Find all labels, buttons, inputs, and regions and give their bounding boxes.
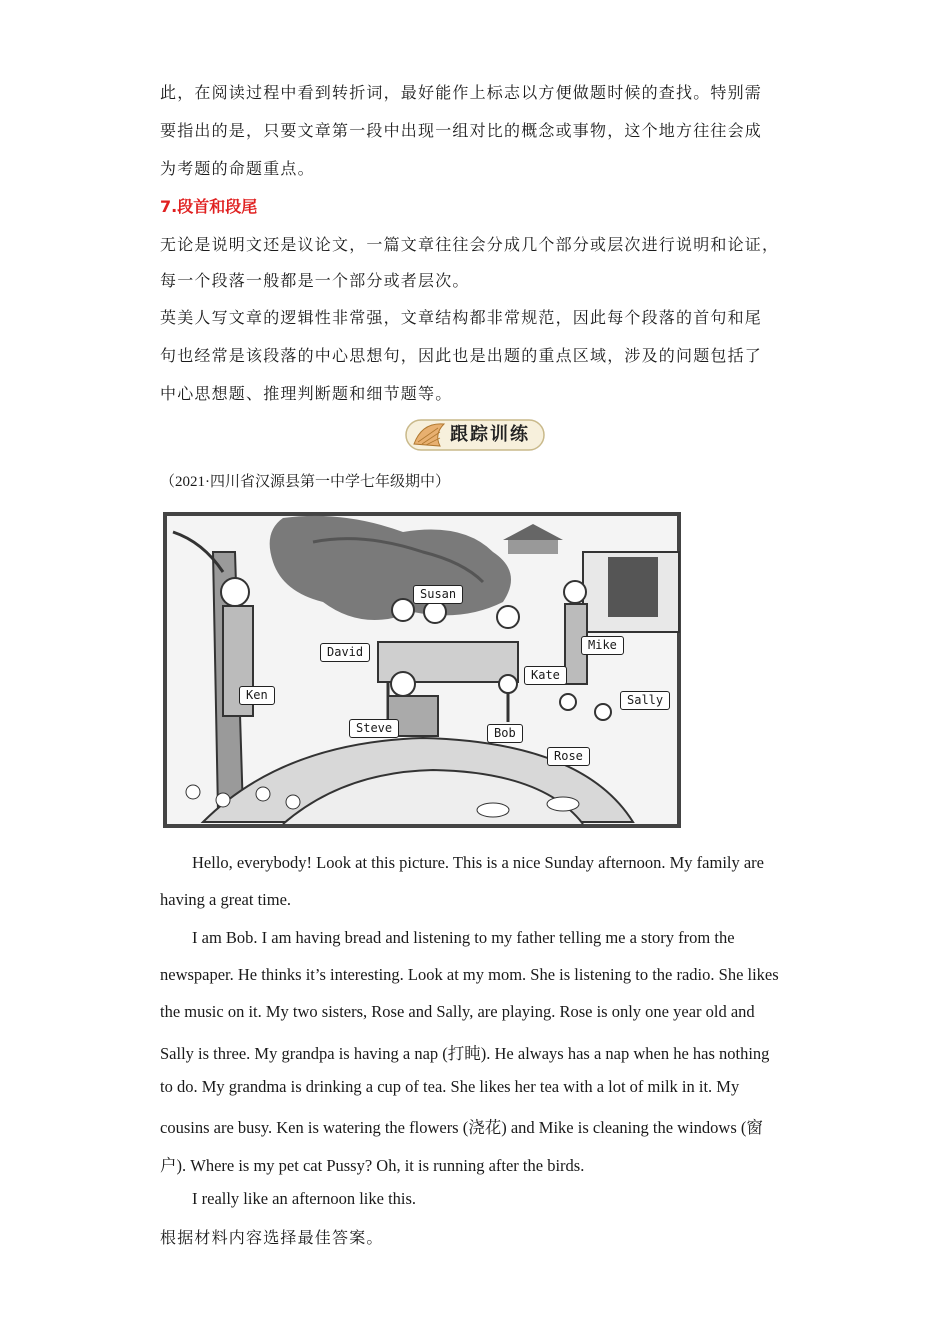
- section-line-2: 每一个段落一般都是一个部分或者层次。: [160, 271, 470, 290]
- label-ken: Ken: [239, 686, 275, 705]
- section-line-4: 句也经常是该段落的中心思想句，因此也是出题的重点区域，涉及的问题包括了: [160, 346, 763, 365]
- label-bob: Bob: [487, 724, 523, 743]
- family-scene-illustration: [163, 512, 681, 828]
- label-mike: Mike: [581, 636, 624, 655]
- section-heading: 7.段首和段尾: [160, 197, 258, 216]
- passage-line-5: the music on it. My two sisters, Rose and Sally, are playing. Rose is only one year old and: [160, 1002, 755, 1021]
- question-instruction: 根据材料内容选择最佳答案。: [160, 1228, 384, 1247]
- passage-line-4: newspaper. He thinks it’s interesting. Look at my mom. She is listening to the radio. She likes: [160, 965, 779, 984]
- passage-line-10: I really like an afternoon like this.: [192, 1189, 417, 1208]
- section-line-1: 无论是说明文还是议论文，一篇文章往往会分成几个部分或层次进行说明和论证，: [160, 235, 780, 254]
- label-kate: Kate: [524, 666, 567, 685]
- banner-label: 跟踪训练: [450, 424, 530, 445]
- section-line-3: 英美人写文章的逻辑性非常强，文章结构都非常规范，因此每个段落的首句和尾: [160, 308, 763, 327]
- passage-line-8: cousins are busy. Ken is watering the flowers (浇花) and Mike is cleaning the windows (窗: [160, 1118, 763, 1137]
- label-steve: Steve: [349, 719, 399, 738]
- intro-line-3: 为考题的命题重点。: [160, 159, 315, 178]
- label-rose: Rose: [547, 747, 590, 766]
- family-picture: [163, 512, 681, 828]
- passage-line-9: 户). Where is my pet cat Pussy? Oh, it is running after the birds.: [160, 1156, 585, 1175]
- intro-line-2: 要指出的是，只要文章第一段中出现一组对比的概念或事物，这个地方往往会成: [160, 121, 763, 140]
- source-citation: （2021·四川省汉源县第一中学七年级期中）: [160, 474, 450, 490]
- passage-line-7: to do. My grandma is drinking a cup of tea. She likes her tea with a lot of milk in it. My: [160, 1077, 740, 1096]
- label-david: David: [320, 643, 370, 662]
- label-susan: Susan: [413, 585, 463, 604]
- passage-line-1: Hello, everybody! Look at this picture. This is a nice Sunday afternoon. My family are: [192, 853, 765, 872]
- intro-line-1: 此，在阅读过程中看到转折词，最好能作上标志以方便做题时候的查找。特别需: [160, 83, 763, 102]
- section-line-5: 中心思想题、推理判断题和细节题等。: [160, 384, 453, 403]
- passage-line-2: having a great time.: [160, 890, 292, 909]
- passage-line-6: Sally is three. My grandpa is having a nap (打盹). He always has a nap when he has nothing: [160, 1044, 770, 1063]
- passage-line-3: I am Bob. I am having bread and listening to my father telling me a story from the: [192, 928, 735, 947]
- label-sally: Sally: [620, 691, 670, 710]
